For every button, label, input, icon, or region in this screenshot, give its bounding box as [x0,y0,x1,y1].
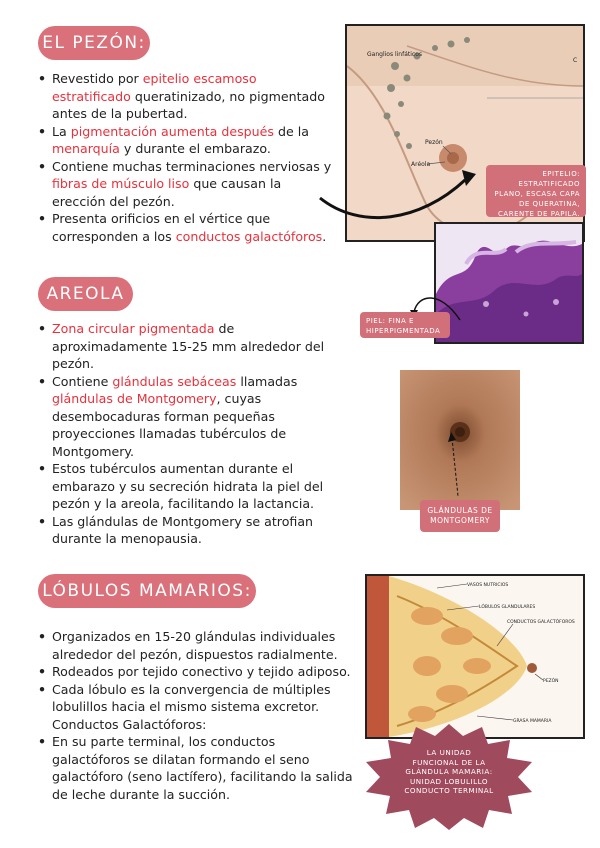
bullet-lobulos-3 [36,733,354,803]
label-grasa: GRASA MAMARIA [513,719,552,724]
bullet-pezon-2-seg-2: que causan la erección del pezón. [52,176,282,209]
section-title-pezon: EL PEZÓN: [38,26,150,60]
bullet-pezon-0 [36,70,336,123]
label-pezon: Pezón [425,139,443,146]
bullet-lobulos-2-seg-0: Cada lóbulo es la convergencia de múltiples lobulillos hacia el mismo sistema excretor. Conductos Galactóforos: [52,681,331,732]
lobule-diagram [365,574,585,739]
bullet-areola-0 [36,320,340,373]
bullet-lobulos-3-seg-0: En su parte terminal, los conductos galactóforos se dilatan formando el seno galactóforo (seno lactífero), facilitando la salida de leche durante la succión. [52,734,353,802]
bullet-pezon-2-seg-0: Contiene muchas terminaciones nerviosas y [52,158,332,174]
bullet-areola-1-seg-2: llamadas [236,373,298,389]
label-lobulos: LÓBULOS GLANDULARES [479,605,536,610]
bullet-lobulos-1-seg-0: Rodeados por tejido conectivo y tejido adiposo. [52,664,351,679]
bullet-pezon-0-seg-0: Revestido por [52,71,143,86]
bullet-areola-2-seg-0: Estos tubérculos aumentan durante el embarazo y su secreción hidrata la piel del pezón y la areola, facilitando la lactancia. [52,461,324,511]
label-pezon-diagram: PEZÓN [543,679,559,684]
caption-epitelio: EPITELIO: ESTRATIFICADO PLANO, ESCASA CAPA DE QUERATINA, CARENTE DE PAPILA. [486,165,586,217]
bullet-areola-3 [36,513,340,548]
caption-montgomery: GLÁNDULAS DE MONTGOMERY [420,500,500,532]
bullet-areola-1-seg-0: Contiene [52,373,113,389]
bullet-lobulos-0 [36,628,354,663]
section-title-lobulos: LÓBULOS MAMARIOS: [38,574,256,608]
bullet-areola-0-seg-1: Zona circular pigmentada [52,321,215,336]
bullet-areola-2 [36,460,340,513]
bullet-pezon-1-seg-3: menarquía [52,141,120,156]
starburst-text: LA UNIDAD FUNCIONAL DE LA GLÁNDULA MAMARIA: UNIDAD LOBULILLO CONDUCTO TERMINAL [404,748,494,795]
lobule-diagram-drawing [367,576,583,737]
bullet-pezon-1-seg-2: de la [273,123,309,139]
bullet-areola-1-seg-3: glándulas de Montgomery [52,391,217,406]
bullet-areola-3-seg-0: Las glándulas de Montgomery se atrofian durante la menopausia. [52,513,314,546]
section-title-areola: AREOLA [38,277,133,311]
bullet-lobulos-0-seg-0: Organizados en 15-20 glándulas individuales alrededor del pezón, dispuestos radialmente. [52,629,338,662]
bullet-areola-1-seg-4: , cuyas desembocaduras forman pequeñas proyecciones llamadas tubérculos de Montgomery. [52,391,287,459]
bullets-lobulos [36,628,354,803]
label-c: C [573,57,578,64]
label-ganglios: Ganglios linfáticos [367,51,423,58]
label-vasos: VASOS NUTRICIOS [467,583,509,588]
arrow-to-montgomery [440,430,470,500]
bullet-pezon-1-seg-4: y durante el embarazo. [119,141,271,156]
label-conductos: CONDUCTOS GALACTÓFOROS [507,620,575,625]
bullet-pezon-2-seg-1: fibras de músculo liso [52,176,190,191]
bullet-lobulos-2 [36,681,354,734]
bullet-lobulos-1 [36,663,354,681]
caption-piel: PIEL: FINA E HIPERPIGMENTADA [360,312,450,338]
bullet-areola-1 [36,373,340,461]
bullets-areola [36,320,340,548]
bullet-pezon-3-seg-2: . [322,228,327,244]
bullet-pezon-0-seg-1: epitelio escamoso estratificado [52,71,257,104]
bullet-pezon-0-seg-2: queratinizado, no pigmentado antes de la pubertad. [52,88,325,121]
bullet-pezon-1-seg-1: pigmentación aumenta después [70,123,274,139]
bullet-pezon-1-seg-0: La [52,123,71,139]
label-areola: Aréola [411,161,431,168]
bullet-pezon-3-seg-1: conductos galactóforos [175,228,323,244]
bullet-pezon-3-seg-0: Presenta orificios en el vértice que corresponden a los [52,211,271,244]
bullet-areola-1-seg-1: glándulas sebáceas [112,373,237,389]
bullet-areola-0-seg-2: de aproximadamente 15-25 mm alrededor del pezón. [52,321,325,371]
